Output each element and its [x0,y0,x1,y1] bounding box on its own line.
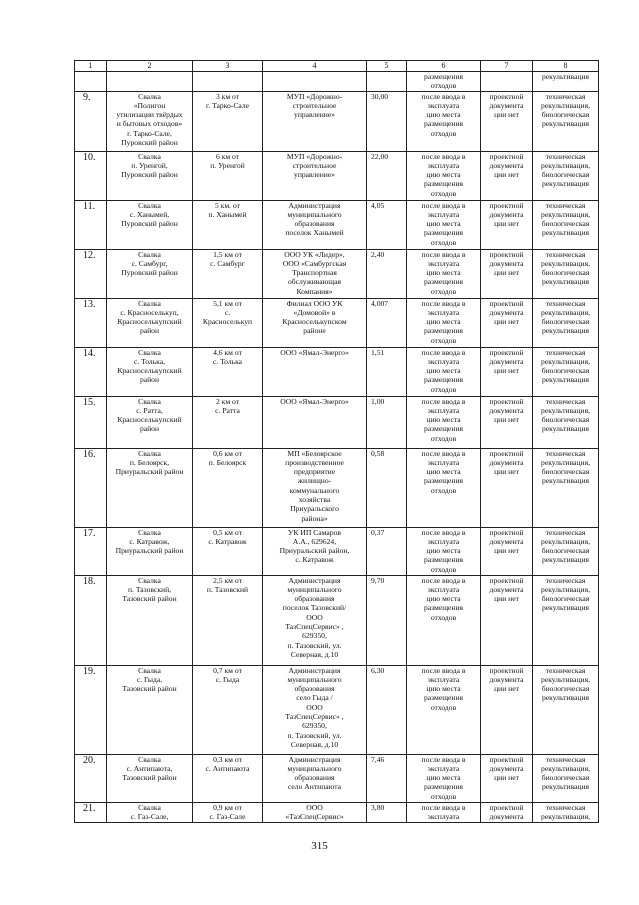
recultivation-type: техническая рекультивация, биологическая рекультивация [533,91,599,151]
landfill-name: Свалка «Полигон утилизации твёрдых и бытовых отходов» г. Тарко-Сале, Пуровский район [107,91,193,151]
landfill-name: Свалка с. Катравож, Приуральский район [107,527,193,575]
recultivation-type: техническая рекультивация, [533,802,599,822]
project-documentation: проектной документа ции нет [481,91,533,151]
table-row [75,72,599,92]
recultivation-type: техническая рекультивация, биологическая рекультивация [533,575,599,665]
landfill-name: Свалка п. Уренгой, Пуровский район [107,151,193,200]
row-number [75,72,107,92]
closure-term: после ввода в эксплуата цию места размещения отходов [407,151,481,200]
distance: 0,9 км от с. Газ-Сале [193,802,263,822]
distance: 1,5 км от с. Самбург [193,249,263,298]
distance: 2 км от с. Ратта [193,396,263,448]
table-row [75,527,599,575]
operator: ООО УК «Лидер», ООО «Самбургская Транспортная обслуживающая Компания» [263,249,367,298]
project-documentation: проектной документа ции нет [481,665,533,754]
landfill-name: Свалка с. Газ-Сале, [107,802,193,822]
area-ha: 1,51 [367,347,407,396]
recultivation-type: рекультивация [533,72,599,92]
recultivation-type: техническая рекультивация, биологическая рекультивация [533,754,599,802]
recultivation-type: техническая рекультивация, биологическая рекультивация [533,151,599,200]
row-number: 9. [75,91,107,151]
area-ha: 7,46 [367,754,407,802]
landfill-name: Свалка с. Гыда, Тазовский район [107,665,193,754]
row-number: 15. [75,396,107,448]
project-documentation: проектной документа ции нет [481,527,533,575]
closure-term: после ввода в эксплуата [407,802,481,822]
recultivation-type: техническая рекультивация, биологическая рекультивация [533,448,599,527]
closure-term: после ввода в эксплуата цию места размещения отходов [407,527,481,575]
table-row [75,298,599,347]
distance: 3 км от г. Тарко-Сале [193,91,263,151]
table-row [75,665,599,754]
page-number: 315 [311,840,328,852]
landfill-name: Свалка с. Антипаюта, Тазовский район [107,754,193,802]
landfill-name: Свалка с. Ханымей, Пуровский район [107,200,193,249]
operator: МП «Белоярское производственное предприятие жилищно- коммунального хозяйства Приуральского района» [263,448,367,527]
column-number: 5 [367,61,407,72]
landfill-name: Свалка с. Красноселькуп, Красноселькупский район [107,298,193,347]
distance: 0,6 км от п. Белоярск [193,448,263,527]
closure-term: размещения отходов [407,72,481,92]
operator: Администрация муниципального образования поселок Тазовский/ ООО ТазСпецСервис» , 629350, п. Тазовский, ул. Северная, д.10 [263,575,367,665]
column-number-row [75,61,599,72]
project-documentation: проектной документа ции нет [481,200,533,249]
landfill-name: Свалка п. Тазовский, Тазовский район [107,575,193,665]
distance: 0,3 км от с. Антипаюта [193,754,263,802]
operator [263,72,367,92]
project-documentation: проектной документа ции нет [481,396,533,448]
row-number: 17. [75,527,107,575]
area-ha: 2,40 [367,249,407,298]
row-number: 21. [75,802,107,822]
closure-term: после ввода в эксплуата цию места размещения отходов [407,249,481,298]
area-ha: 4,007 [367,298,407,347]
column-number: 8 [533,61,599,72]
project-documentation: проектной документа ции нет [481,249,533,298]
landfill-table [74,60,599,823]
recultivation-type: техническая рекультивация, биологическая рекультивация [533,298,599,347]
row-number: 14. [75,347,107,396]
project-documentation: проектной документа [481,802,533,822]
closure-term: после ввода в эксплуата цию места размещения отходов [407,448,481,527]
operator: Филиал ООО УК «Домовой» в Красноселькупском районе [263,298,367,347]
table-row [75,448,599,527]
operator: УК ИП Самаров А.А., 629624, Приуральский район, с. Катравож [263,527,367,575]
project-documentation: проектной документа ции нет [481,575,533,665]
distance: 4,6 км от с. Толька [193,347,263,396]
project-documentation: проектной документа ции нет [481,298,533,347]
area-ha: 3,80 [367,802,407,822]
column-number: 1 [75,61,107,72]
operator: ООО «Ямал-Энерго» [263,347,367,396]
operator: Администрация муниципального образования поселок Ханымей [263,200,367,249]
row-number: 13. [75,298,107,347]
row-number: 19. [75,665,107,754]
project-documentation: проектной документа ции нет [481,754,533,802]
column-number: 2 [107,61,193,72]
area-ha: 22,00 [367,151,407,200]
operator: МУП «Дорожно- строительное управление» [263,151,367,200]
closure-term: после ввода в эксплуата цию места размещения отходов [407,200,481,249]
distance: 5 км. от п. Ханымей [193,200,263,249]
table-row [75,347,599,396]
distance: 0,7 км от с. Гыда [193,665,263,754]
column-number: 6 [407,61,481,72]
table-row [75,91,599,151]
distance: 6 км от п. Уренгой [193,151,263,200]
area-ha [367,72,407,92]
closure-term: после ввода в эксплуата цию места размещения отходов [407,91,481,151]
table-row [75,802,599,822]
distance: 2,5 км от п. Тазовский [193,575,263,665]
table-row [75,575,599,665]
landfill-name [107,72,193,92]
area-ha: 30,00 [367,91,407,151]
table-row [75,396,599,448]
area-ha: 9,70 [367,575,407,665]
landfill-name: Свалка с. Ратта, Красноселькупский район [107,396,193,448]
closure-term: после ввода в эксплуата цию места размещения отходов [407,347,481,396]
closure-term: после ввода в эксплуата цию места размещения отходов [407,298,481,347]
row-number: 12. [75,249,107,298]
row-number: 16. [75,448,107,527]
area-ha: 1,00 [367,396,407,448]
row-number: 18. [75,575,107,665]
project-documentation: проектной документа ции нет [481,151,533,200]
recultivation-type: техническая рекультивация, биологическая рекультивация [533,396,599,448]
table-row [75,200,599,249]
closure-term: после ввода в эксплуата цию места размещения отходов [407,665,481,754]
operator: Администрация муниципального образования село Антипаюта [263,754,367,802]
area-ha: 6,30 [367,665,407,754]
area-ha: 0,58 [367,448,407,527]
operator: ООО «Ямал-Энерго» [263,396,367,448]
landfill-name: Свалка с. Толька, Красноселькупский район [107,347,193,396]
closure-term: после ввода в эксплуата цию места размещения отходов [407,575,481,665]
project-documentation: проектной документа ции нет [481,448,533,527]
recultivation-type: техническая рекультивация, биологическая рекультивация [533,527,599,575]
landfill-name: Свалка с. Самбург, Пуровский район [107,249,193,298]
operator: МУП «Дорожно- строительное управление» [263,91,367,151]
recultivation-type: техническая рекультивация, биологическая рекультивация [533,249,599,298]
area-ha: 0,37 [367,527,407,575]
project-documentation [481,72,533,92]
table-row [75,151,599,200]
column-number: 7 [481,61,533,72]
table-row [75,249,599,298]
column-number: 4 [263,61,367,72]
row-number: 11. [75,200,107,249]
landfill-name: Свалка п. Белоярск, Приуральский район [107,448,193,527]
row-number: 20. [75,754,107,802]
project-documentation: проектной документа ции нет [481,347,533,396]
recultivation-type: техническая рекультивация, биологическая рекультивация [533,200,599,249]
area-ha: 4,05 [367,200,407,249]
row-number: 10. [75,151,107,200]
distance: 5,1 км от с. Красноселькуп [193,298,263,347]
operator: ООО «ТазСпецСервис» [263,802,367,822]
column-number: 3 [193,61,263,72]
recultivation-type: техническая рекультивация, биологическая рекультивация [533,347,599,396]
closure-term: после ввода в эксплуата цию места размещения отходов [407,754,481,802]
operator: Администрация муниципального образования село Гыда / ООО ТазСпецСервис» , 629350, п. Тазовский, ул. Северная, д.10 [263,665,367,754]
table-row [75,754,599,802]
closure-term: после ввода в эксплуата цию места размещения отходов [407,396,481,448]
recultivation-type: техническая рекультивация, биологическая рекультивация [533,665,599,754]
distance: 0,5 км от с. Катравож [193,527,263,575]
distance [193,72,263,92]
